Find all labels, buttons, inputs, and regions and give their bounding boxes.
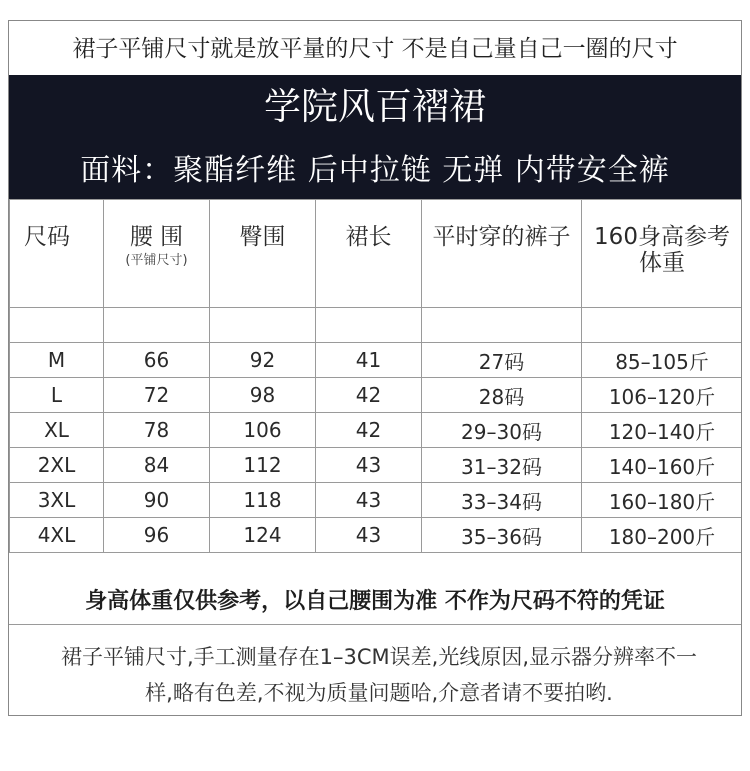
table-row	[10, 343, 743, 378]
cell-waist: 96	[104, 518, 210, 553]
cell-length: 41	[316, 343, 422, 378]
table-row	[10, 378, 743, 413]
cell-waist: 66	[104, 343, 210, 378]
cell-length: 43	[316, 518, 422, 553]
size-table	[9, 199, 742, 553]
cell-weight: 160–180斤	[582, 483, 743, 518]
header-hip: 臀围	[210, 200, 316, 308]
header-length: 裙长	[316, 200, 422, 308]
cell-hip: 124	[210, 518, 316, 553]
cell-weight: 85–105斤	[582, 343, 743, 378]
cell-pants: 27码	[422, 343, 582, 378]
cell-weight: 120–140斤	[582, 413, 743, 448]
table-spacer-row	[10, 308, 743, 343]
reference-note: 身高体重仅供参考，以自己腰围为准 不作为尺码不符的凭证	[9, 579, 741, 625]
product-title: 学院风百褶裙	[264, 85, 486, 128]
cell-hip: 112	[210, 448, 316, 483]
cell-weight: 140–160斤	[582, 448, 743, 483]
cell-hip: 98	[210, 378, 316, 413]
cell-hip: 106	[210, 413, 316, 448]
measurement-disclaimer: 裙子平铺尺寸,手工测量存在1–3CM误差,光线原因,显示器分辨率不一样,略有色差,不视为质量问题哈,介意者请不要拍哟.	[60, 645, 698, 705]
cell-size: XL	[10, 413, 104, 448]
cell-size: 2XL	[10, 448, 104, 483]
header-waist-label: 腰 围	[129, 224, 184, 250]
cell-size: M	[10, 343, 104, 378]
cell-length: 43	[316, 483, 422, 518]
cell-length: 42	[316, 413, 422, 448]
cell-size: 4XL	[10, 518, 104, 553]
size-chart-card	[8, 20, 742, 716]
cell-size: 3XL	[10, 483, 104, 518]
cell-size: L	[10, 378, 104, 413]
header-banner	[9, 21, 741, 199]
flat-measure-notice: 裙子平铺尺寸就是放平量的尺寸 不是自己量自己一圈的尺寸	[9, 21, 741, 77]
cell-length: 42	[316, 378, 422, 413]
fabric-info: 面料：聚酯纤维 后中拉链 无弹 内带安全裤	[80, 153, 670, 188]
cell-hip: 118	[210, 483, 316, 518]
cell-pants: 29–30码	[422, 413, 582, 448]
cell-pants: 31–32码	[422, 448, 582, 483]
cell-weight: 180–200斤	[582, 518, 743, 553]
table-row	[10, 483, 743, 518]
cell-waist: 90	[104, 483, 210, 518]
cell-length: 43	[316, 448, 422, 483]
cell-waist: 78	[104, 413, 210, 448]
header-size: 尺码	[10, 200, 104, 308]
header-waist-note: (平铺尺寸)	[125, 253, 188, 268]
header-waist	[104, 200, 210, 308]
table-header-row	[10, 200, 743, 308]
header-pants: 平时穿的裤子	[422, 200, 582, 308]
cell-pants: 28码	[422, 378, 582, 413]
cell-weight: 106–120斤	[582, 378, 743, 413]
cell-waist: 84	[104, 448, 210, 483]
header-weight: 160身高参考体重	[582, 200, 743, 308]
table-row	[10, 448, 743, 483]
cell-pants: 33–34码	[422, 483, 582, 518]
cell-waist: 72	[104, 378, 210, 413]
cell-hip: 92	[210, 343, 316, 378]
table-row	[10, 518, 743, 553]
table-row	[10, 413, 743, 448]
cell-pants: 35–36码	[422, 518, 582, 553]
